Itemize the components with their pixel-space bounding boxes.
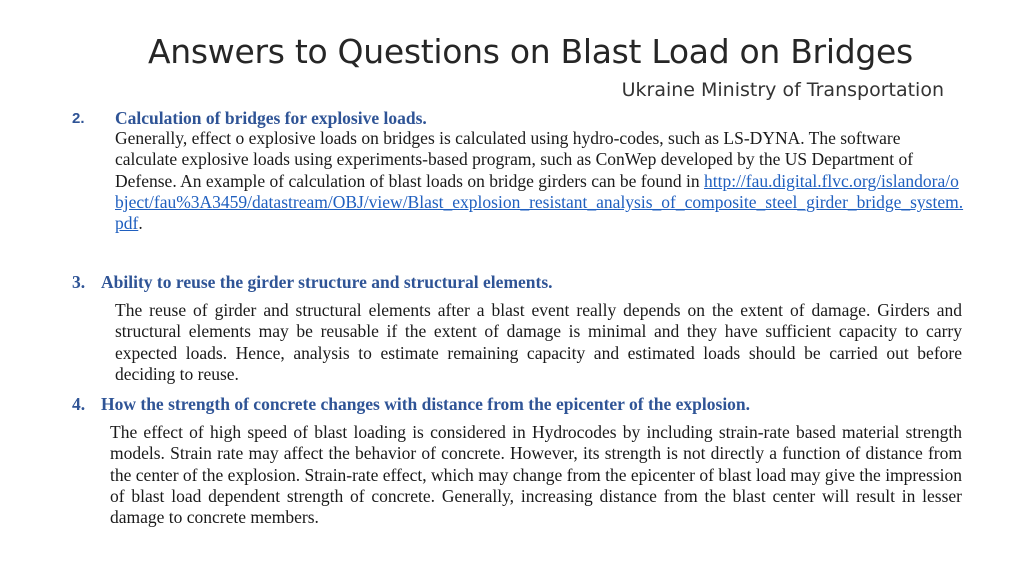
- section-3-body: The reuse of girder and structural elements after a blast event really depends on the extent of damage. Girders and structural elements may be reusable if the extent of damage is minimal and they have sufficient capacity to carry expected loads. Hence, analysis to estimate remaining capacity and estimated loads should be carried out before deciding to reuse.: [115, 300, 962, 384]
- section-2-body: [115, 128, 965, 234]
- section-3-number: 3.: [72, 272, 86, 292]
- section-4-number: 4.: [72, 394, 86, 414]
- section-2-text-end: .: [138, 213, 143, 234]
- blast-analysis-pdf-link[interactable]: http://fau.digital.flvc.org/islandora/object/fau%3A3459/datastream/OBJ/view/Blast_explosion_resistant_analysis_of_composite_steel_girder_bridge_system.pdf: [115, 170, 964, 234]
- section-3-heading: Ability to reuse the girder structure and structural elements.: [101, 272, 553, 292]
- section-2-heading: Calculation of bridges for explosive loads.: [115, 108, 427, 128]
- section-2-text: Generally, effect o explosive loads on bridges is calculated using hydro-codes, such as LS-DYNA. The software calculate explosive loads using experiments-based program, such as ConWep developed by the US Department of Defense. An example of calculation of blast loads on bridge girders can be found in: [115, 128, 914, 191]
- section-4-heading: How the strength of concrete changes with distance from the epicenter of the explosion.: [101, 394, 751, 414]
- page-subtitle: Ukraine Ministry of Transportation: [621, 79, 944, 101]
- section-4-body: The effect of high speed of blast loading is considered in Hydrocodes by including strain-rate based material strength models. Strain rate may affect the behavior of concrete. However, its strength is not directly a function of distance from the center of the explosion. Strain-rate effect, which may change from the epicenter of blast load may give the impression of blast load dependent strength of concrete. Generally, increasing distance from the blast center will result in lesser damage to concrete members.: [110, 422, 962, 528]
- section-2-number: 2.: [72, 110, 85, 127]
- page-title: Answers to Questions on Blast Load on Bridges: [148, 32, 913, 71]
